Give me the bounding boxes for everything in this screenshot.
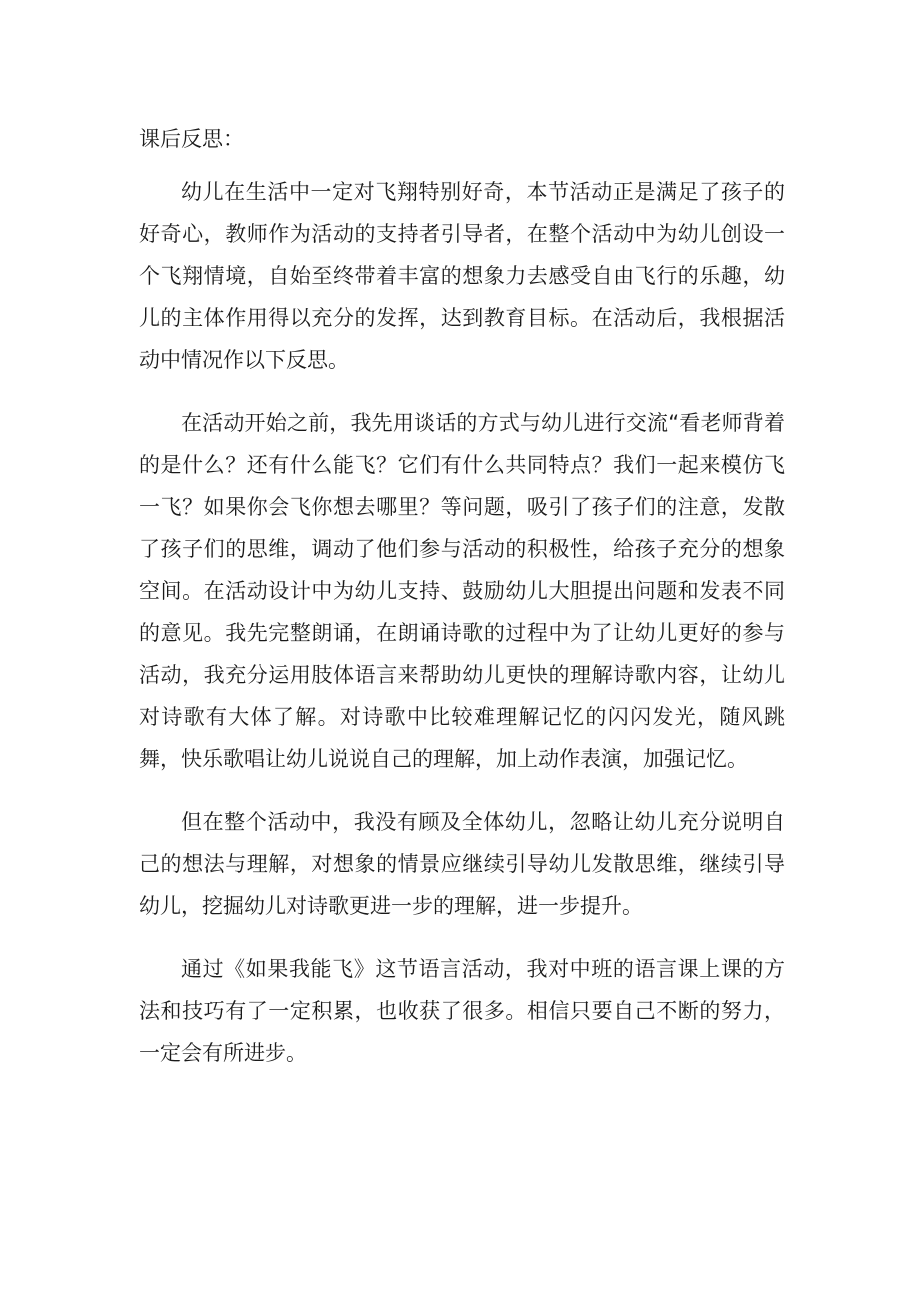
paragraph-intro: 幼儿在生活中一定对飞翔特别好奇，本节活动正是满足了孩子的好奇心，教师作为活动的支持者引导者，在整个活动中为幼儿创设一个飞翔情境，自始至终带着丰富的想象力去感受自由飞行的乐趣，幼儿的主体作用得以充分的发挥，达到教育目标。在活动后，我根据活动中情况作以下反思。 [139,180,785,372]
document-body [139,118,785,1095]
paragraph-conclusion: 通过《如果我能飞》这节语言活动，我对中班的语言课上课的方法和技巧有了一定积累，也收获了很多。相信只要自己不断的努力，一定会有所进步。 [139,957,785,1065]
paragraph-shortcomings: 但在整个活动中，我没有顾及全体幼儿，忽略让幼儿充分说明自己的想法与理解，对想象的情景应继续引导幼儿发散思维，继续引导幼儿，挖掘幼儿对诗歌更进一步的理解，进一步提升。 [139,810,785,918]
paragraph-activity-process: 在活动开始之前，我先用谈话的方式与幼儿进行交流“看老师背着的是什么？还有什么能飞？它们有什么共同特点？我们一起来模仿飞一飞？如果你会飞你想去哪里？等问题，吸引了孩子们的注意，发散了孩子们的思维，调动了他们参与活动的积极性，给孩子充分的想象空间。在活动设计中为幼儿支持、鼓励幼儿大胆提出问题和发表不同的意见。我先完整朗诵，在朗诵诗歌的过程中为了让幼儿更好的参与活动，我充分运用肢体语言来帮助幼儿更快的理解诗歌内容，让幼儿对诗歌有大体了解。对诗歌中比较难理解记忆的闪闪发光，随风跳舞，快乐歌唱让幼儿说说自己的理解，加上动作表演，加强记忆。 [139,411,785,771]
section-heading: 课后反思： [139,127,244,151]
